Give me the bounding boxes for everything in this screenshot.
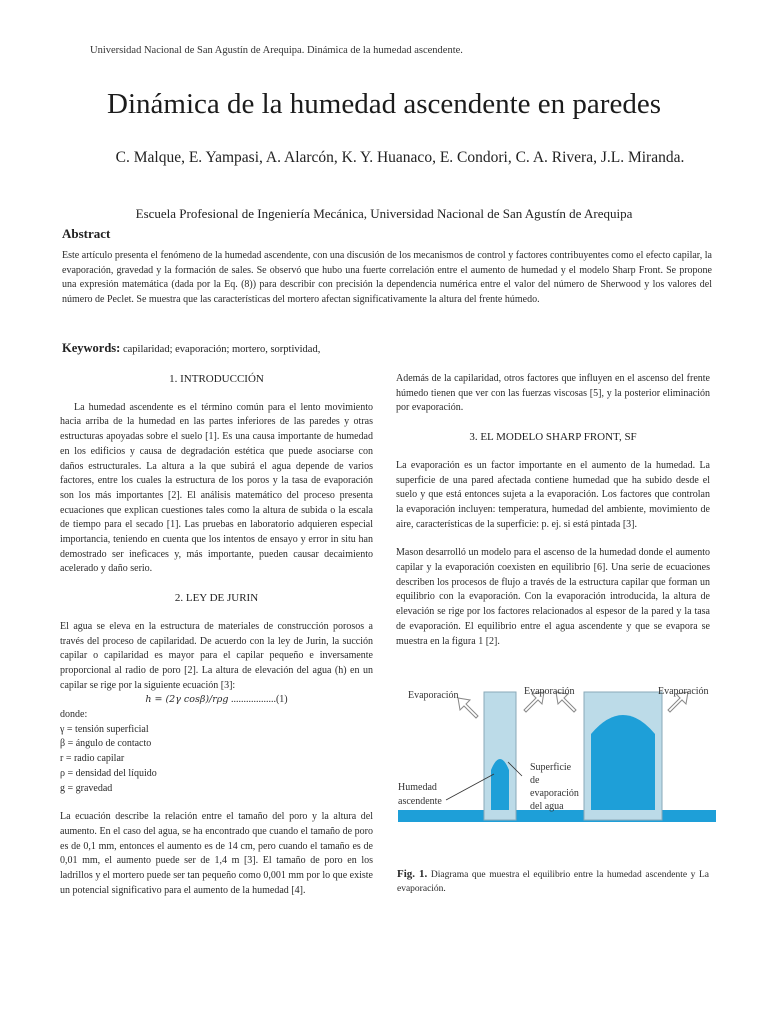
- author-list: C. Malque, E. Yampasi, A. Alarcón, K. Y. Huanaco, E. Condori, C. A. Rivera, J.L. Miranda.: [115, 149, 685, 166]
- running-header: Universidad Nacional de San Agustín de Arequipa. Dinámica de la humedad ascendente.: [90, 45, 463, 56]
- sharp-front-paragraph-1: La evaporación es un factor importante en el aumento de la humedad. La superficie de una pared afectada contiene humedad que ha subido desde el suelo y que está entonces sujeta a la evaporación. Los factores que controlan la evaporación incluyen: temperatura, humedad del ambiente, movimiento de aire, características de la superficie: p. ej. si está pintada [3].: [396, 459, 710, 530]
- affiliation: Escuela Profesional de Ingeniería Mecánica, Universidad Nacional de San Agustín de Arequipa: [135, 206, 633, 221]
- rising-damp-thin: [491, 759, 509, 810]
- keywords-text: capilaridad; evaporación; mortero, sorptividad,: [122, 344, 321, 355]
- label-superficie: Superficie: [530, 762, 572, 773]
- equation-1: [60, 693, 373, 708]
- rising-damp-thick: [591, 715, 655, 810]
- label-evaporacion-agua: evaporación: [530, 788, 579, 799]
- sharp-front-paragraph-2: Mason desarrolló un modelo para el ascenso de la humedad donde el aumento capilar y la evaporación coexisten en equilibrio [6]. Una serie de ecuaciones describen los procesos de flujo a través de la estructura capilar que forman un equilibrio con la evaporación. Con la evaporación introducida, la altura de elevación se rige por los factores relacionados al espesor de la pared y la tasa de evaporación. El equilibrio entre el agua ascendente y que se evapora se muestra en la figura 1 [2].: [396, 547, 710, 647]
- definition-item: β = ángulo de contacto: [60, 738, 152, 750]
- donde-label: donde:: [60, 709, 88, 721]
- definition-item: r = radio capilar: [60, 753, 125, 765]
- label-evaporacion-1: Evaporación: [408, 690, 459, 701]
- keywords: [62, 341, 320, 356]
- definition-item: g = gravedad: [60, 782, 113, 794]
- caption-label: Fig. 1.: [397, 868, 428, 880]
- label-evaporacion-3: Evaporación: [658, 686, 709, 697]
- jurin-paragraph-2: La ecuación describe la relación entre el tamaño del poro y la altura del aumento. En el caso del agua, se ha encontrado que cuando el tamaño de poro es de 0,1 mm, entonces el aumento es de 14 cm, pero cuando el tamaño es de 0,01 mm, el aumento puede ser de 1,4 m [3]. El tamaño de poro en los ladrillos y el mortero puede ser tan pequeño como 0,001 mm por lo que existe un potencial significativo para el aumento de la humedad [4].: [60, 811, 373, 896]
- figure-1-caption: [397, 868, 709, 896]
- definition-item: ρ = densidad del líquido: [60, 767, 157, 779]
- label-del-agua: del agua: [530, 801, 564, 812]
- label-humedad: Humedad: [398, 782, 437, 793]
- intro-paragraph: La humedad ascendente es el término común para el lento movimiento hacia arriba de la humedad en las partes inferiores de las paredes y otras estructuras apoyadas sobre el suelo [1]. Es una causa importante de humedad en los edificios y causa de degradación estética que puede asociarse con daños estructurales. La altura a la que subirá el agua depende de varios factores, entre los cuales la estructura de los poros y la tasa de evaporación son los más importantes [2]. El análisis matemático del proceso presenta ecuaciones que explican cuestiones tales como la altura de subida o la escala de tiempo para el secado [1]. Las pruebas en laboratorio adquieren especial importancia, teniendo en cuenta que los intentos de ensayo y error in situ han demostrado ser ineficaces y, más importante, pueden causar decaimiento acelerado y daño serio.: [60, 401, 373, 575]
- abstract-heading: Abstract: [62, 226, 111, 241]
- caption-text: Diagrama que muestra el equilibrio entre la humedad ascendente y La evaporación.: [397, 870, 710, 894]
- figure-1: [398, 682, 716, 860]
- equation-number: ..................(1): [230, 694, 288, 706]
- abstract-text: Este artículo presenta el fenómeno de la humedad ascendente, con una discusión de los mecanismos de control y factores contribuyentes como el efecto capilar, la evaporación, gravedad y la formación de sales. Se observó que hubo una fuerte correlación entre el aumento de humedad y el modelo Sharp Front. Se propone una expresión matemática (dada por la Eq. (8)) para describir con precisión la dependencia numérica entre el valor del número de Sherwood y los valores del número de Peclet. Se muestra que las características del mortero afectan significativamente la altura del frente húmedo.: [62, 250, 712, 305]
- label-evaporacion-2: Evaporación: [524, 686, 575, 697]
- evaporation-arrow-left: [458, 698, 478, 718]
- right-column: [396, 372, 710, 649]
- jurin-paragraph-1: El agua se eleva en la estructura de materiales de construcción porosos a través del proceso de capilaridad. De acuerdo con la ley de Jurin, la succión capilar o capilaridad es mayor para el capilar pequeño e inversamente proporcional al radio de poro [2]. La altura de elevación del agua (h) en un capilar se rige por la siguiente ecuación [3]:: [60, 620, 373, 691]
- label-de: de: [530, 775, 540, 786]
- section-heading-introduccion: 1. INTRODUCCIÓN: [169, 373, 264, 385]
- left-column: [60, 372, 373, 899]
- section-heading-jurin: 2. LEY DE JURIN: [174, 592, 259, 605]
- keywords-label: Keywords:: [62, 341, 121, 355]
- figure-1-diagram: [398, 682, 716, 860]
- definition-item: γ = tensión superficial: [60, 723, 149, 735]
- equation-formula: h = (2γ cosβ)/rρg: [145, 694, 229, 706]
- label-ascendente: ascendente: [398, 796, 442, 807]
- paper-title: Dinámica de la humedad ascendente en paredes: [107, 88, 661, 120]
- capillarity-paragraph: Además de la capilaridad, otros factores que influyen en el ascenso del frente húmedo tienen que ver con las fuerzas viscosas [5], y la posterior eliminación por evaporación.: [396, 373, 710, 414]
- section-heading-sharp-front: 3. EL MODELO SHARP FRONT, SF: [469, 431, 637, 444]
